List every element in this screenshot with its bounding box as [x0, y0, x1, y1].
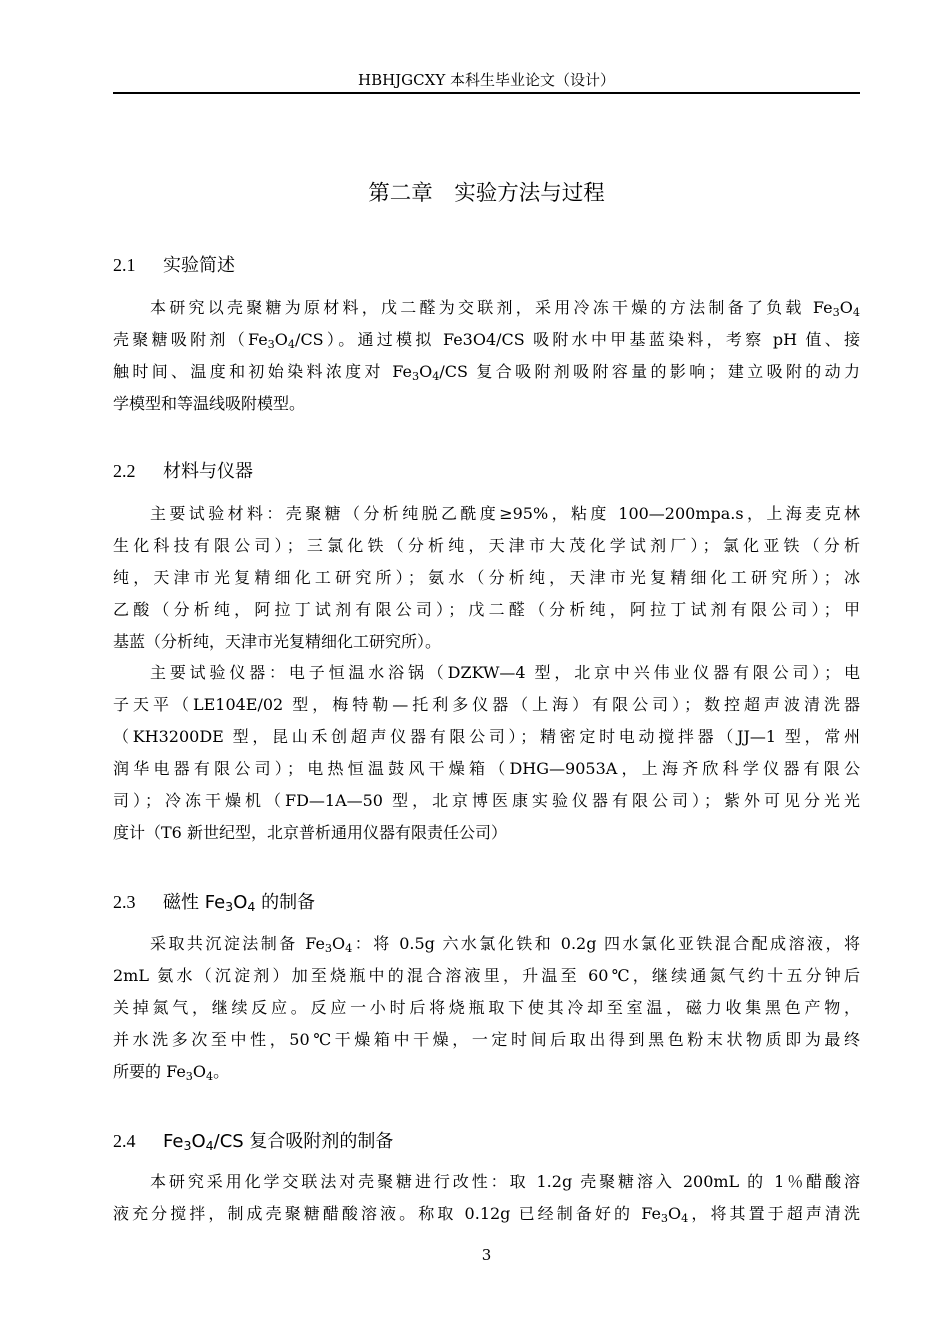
section-heading-2-1 — [113, 249, 860, 282]
paragraph-line: 液充分搅拌，制成壳聚糖醋酸溶液。称取 0.12g 已经制备好的 $Fe_3O_4$，将其置于超声清洗 — [113, 1204, 860, 1225]
paragraph-line: 纯，天津市光复精细化工研究所）；氨水（分析纯，天津市光复精细化工研究所）；冰 — [113, 568, 860, 587]
paragraph-line: 度计（T6 新世纪型，北京普析通用仪器有限责任公司） — [113, 823, 507, 842]
paragraph-line: 所要的 $Fe_3O_4$。 — [113, 1062, 230, 1083]
paragraph-line: 生化科技有限公司）；三氯化铁（分析纯，天津市大茂化学试剂厂）；氯化亚铁（分析 — [113, 536, 860, 555]
paragraph-line: 本研究以壳聚糖为原材料，戊二醛为交联剂，采用冷冻干燥的方法制备了负载 $Fe_3O_4$ — [150, 298, 860, 319]
paragraph-line: 触时间、温度和初始染料浓度对 $Fe_3O_4/CS$ 复合吸附剂吸附容量的影响；建立吸附的动力 — [113, 362, 860, 383]
paragraph-line: 基蓝（分析纯，天津市光复精细化工研究所）。 — [113, 632, 442, 651]
paragraph-line: 本研究采用化学交联法对壳聚糖进行改性：取 1.2g 壳聚糖溶入 200mL 的 1％醋酸溶 — [150, 1172, 860, 1191]
chapter-title: 第二章 实验方法与过程 — [368, 181, 605, 206]
section-heading-2-2 — [113, 455, 860, 488]
paragraph-line: 主要试验仪器：电子恒温水浴锅（DZKW—4 型，北京中兴伟业仪器有限公司）；电 — [150, 663, 860, 682]
paragraph-line: （KH3200DE 型，昆山禾创超声仪器有限公司）；精密定时电动搅拌器（JJ—1 型，常州 — [113, 727, 860, 746]
page-number: 3 — [481, 1246, 492, 1264]
header-rule — [113, 92, 860, 94]
running-header: HBHJGCXY 本科生毕业论文（设计） — [357, 71, 615, 89]
paragraph-line: 润华电器有限公司）；电热恒温鼓风干燥箱（DHG—9053A，上海齐欣科学仪器有限公 — [113, 759, 860, 778]
paragraph-line: 采取共沉淀法制备 $Fe_3O_4$：将 0.5g 六水氯化铁和 0.2g 四水氯化亚铁混合配成溶液，将 — [150, 934, 860, 955]
section-heading-2-3 — [113, 886, 860, 919]
paragraph-line: 并水洗多次至中性，50℃干燥箱中干燥，一定时间后取出得到黑色粉末状物质即为最终 — [113, 1030, 860, 1049]
paragraph-line: 乙酸（分析纯，阿拉丁试剂有限公司）；戊二醛（分析纯，阿拉丁试剂有限公司）；甲 — [113, 600, 860, 619]
section-title: $Fe_3O_4/CS$ 复合吸附剂的制备 — [163, 1131, 394, 1154]
paragraph-line: 子天平（LE104E/02 型，梅特勒—托利多仪器（上海）有限公司）；数控超声波清洗器 — [113, 695, 860, 714]
paragraph-line: 主要试验材料：壳聚糖（分析纯脱乙酰度≥95%，粘度 100—200mpa.s，上海麦克林 — [150, 504, 860, 523]
section-number: 2.2 — [113, 461, 136, 481]
section-title: 磁性 $Fe_3O_4$ 的制备 — [163, 892, 316, 915]
paragraph-line: 2mL 氨水（沉淀剂）加至烧瓶中的混合溶液里，升温至 60℃，继续通氮气约十五分钟后 — [113, 966, 860, 985]
paragraph-line: 壳聚糖吸附剂$(Fe_3O_4/CS)$。通过模拟 Fe3O4/CS 吸附水中甲基蓝染料，考察 pH 值、接 — [113, 330, 860, 351]
paragraph-line: 学模型和等温线吸附模型。 — [113, 394, 306, 413]
section-number: 2.3 — [113, 892, 136, 912]
section-title: 实验简述 — [163, 255, 235, 276]
paragraph-line: 司）；冷冻干燥机（FD—1A—50 型，北京博医康实验仪器有限公司）；紫外可见分光光 — [113, 791, 860, 810]
section-title: 材料与仪器 — [163, 461, 253, 482]
paragraph-line: 关掉氮气，继续反应。反应一小时后将烧瓶取下使其冷却至室温，磁力收集黑色产物， — [113, 998, 860, 1017]
section-number: 2.4 — [113, 1131, 136, 1151]
section-heading-2-4 — [113, 1125, 860, 1158]
section-number: 2.1 — [113, 255, 136, 275]
